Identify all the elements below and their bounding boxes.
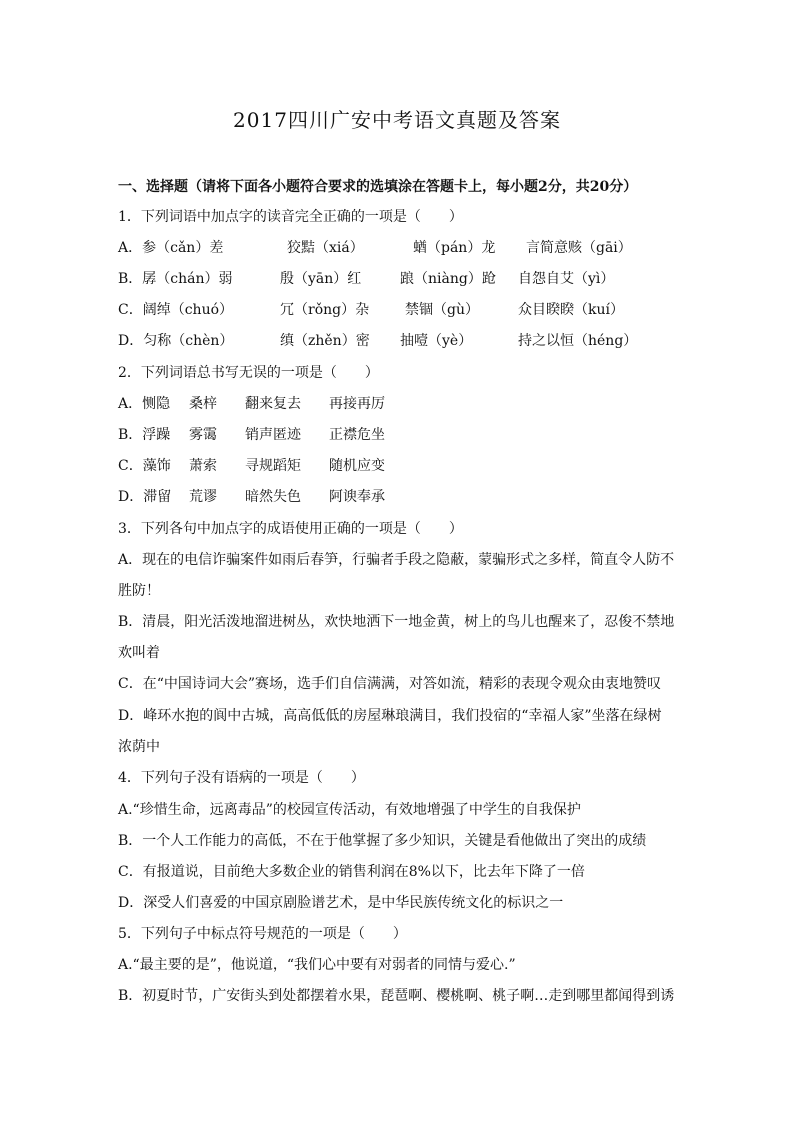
q4-option-a: A.“珍惜生命，远离毒品”的校园宣传活动，有效地增强了中学生的自我保护: [118, 802, 581, 818]
q2-option-c-word-4: 随机应变: [329, 458, 385, 474]
q4-option-c: C．有报道说，目前绝大多数企业的销售利润在8%以下，比去年下降了一倍: [118, 864, 585, 880]
q1-option-c-word-3: 禁锢（gù）: [405, 302, 479, 318]
q5-option-b: B．初夏时节，广安街头到处都摆着水果，琵琶啊、樱桃啊、桃子啊…走到哪里都闻得到诱: [118, 988, 675, 1004]
q3-option-b: B．清晨，阳光活泼地溜进树丛，欢快地洒下一地金黄，树上的鸟儿也醒来了，忍俊不禁地: [118, 614, 675, 630]
q2-option-d-word-1: D．滞留: [118, 489, 172, 505]
q1-option-c-word-4: 众目睽睽（kuí）: [518, 302, 624, 318]
q2-option-c-word-2: 萧索: [189, 458, 217, 474]
q5-option-a: A.“最主要的是”，他说道，“我们心中要有对弱者的同情与爱心.”: [118, 957, 516, 973]
q2-option-a-word-1: A．恻隐: [118, 396, 171, 412]
q1-option-c-word-2: 冗（rǒng）杂: [280, 302, 370, 318]
q2-option-a-word-4: 再接再厉: [329, 396, 385, 412]
q3-option-b-continued: 欢叫着: [118, 645, 160, 661]
question-2-stem: 2．下列词语总书写无误的一项是（ ）: [118, 365, 379, 381]
q2-option-d-word-3: 暗然失色: [245, 489, 301, 505]
question-4-stem: 4．下列句子没有语病的一项是（ ）: [118, 770, 365, 786]
q4-option-b: B．一个人工作能力的高低，不在于他掌握了多少知识，关键是看他做出了突出的成绩: [118, 833, 647, 849]
q1-option-b-word-1: B．孱（chán）弱: [118, 271, 233, 287]
q3-option-a: A．现在的电信诈骗案件如雨后春笋，行骗者手段之隐蔽，蒙骗形式之多样，简直令人防不: [118, 552, 675, 568]
q2-option-c-word-3: 寻规蹈矩: [245, 458, 301, 474]
q2-option-b-word-3: 销声匿迹: [245, 427, 301, 443]
q2-option-d-word-2: 荒谬: [189, 489, 217, 505]
q2-option-d-word-4: 阿谀奉承: [329, 489, 385, 505]
page-title: 2017四川广安中考语文真题及答案: [233, 108, 561, 132]
q3-option-d-continued: 浓荫中: [118, 739, 160, 755]
q2-option-c-word-1: C．藻饰: [118, 458, 171, 474]
q1-option-a-word-3: 蝤（pán）龙: [413, 240, 496, 256]
question-1-stem: 1．下列词语中加点字的读音完全正确的一项是（ ）: [118, 209, 463, 225]
q2-option-b-word-2: 雾霭: [189, 427, 217, 443]
q2-option-a-word-2: 桑梓: [189, 396, 217, 412]
q2-option-a-word-3: 翻来复去: [245, 396, 301, 412]
q4-option-d: D．深受人们喜爱的中国京剧脸谱艺术，是中华民族传统文化的标识之一: [118, 895, 564, 911]
q2-option-b-word-4: 正襟危坐: [329, 427, 385, 443]
q1-option-d-word-2: 缜（zhěn）密: [280, 333, 370, 349]
q1-option-d-word-3: 抽噎（yè）: [400, 333, 473, 349]
q1-option-a-word-2: 狡黠（xiá）: [287, 240, 364, 256]
q1-option-d-word-1: D．匀称（chèn）: [118, 333, 234, 349]
q3-option-d: D．峰环水抱的阆中古城，高高低低的房屋琳琅满目，我们投宿的“幸福人家”坐落在绿树: [118, 708, 662, 724]
q1-option-b-word-3: 踉（niàng）跄: [400, 271, 496, 287]
section-heading: 一、选择题（请将下面各小题符合要求的选填涂在答题卡上，每小题2分，共20分）: [118, 179, 638, 195]
q1-option-d-word-4: 持之以恒（héng）: [518, 333, 638, 349]
q2-option-b-word-1: B．浮躁: [118, 427, 171, 443]
q1-option-a-word-1: A．参（cǎn）差: [118, 240, 224, 256]
q1-option-a-word-4: 言简意赅（gāi）: [526, 240, 632, 256]
q1-option-b-word-2: 殷（yān）红: [280, 271, 362, 287]
q3-option-a-continued: 胜防！: [118, 583, 160, 599]
question-3-stem: 3．下列各句中加点字的成语使用正确的一项是（ ）: [118, 521, 463, 537]
question-5-stem: 5．下列句子中标点符号规范的一项是（ ）: [118, 926, 407, 942]
q1-option-b-word-4: 自怨自艾（yì）: [518, 271, 615, 287]
q3-option-c: C．在“中国诗词大会”赛场，选手们自信满满，对答如流，精彩的表现令观众由衷地赞叹: [118, 676, 662, 692]
q1-option-c-word-1: C．阔绰（chuó）: [118, 302, 234, 318]
